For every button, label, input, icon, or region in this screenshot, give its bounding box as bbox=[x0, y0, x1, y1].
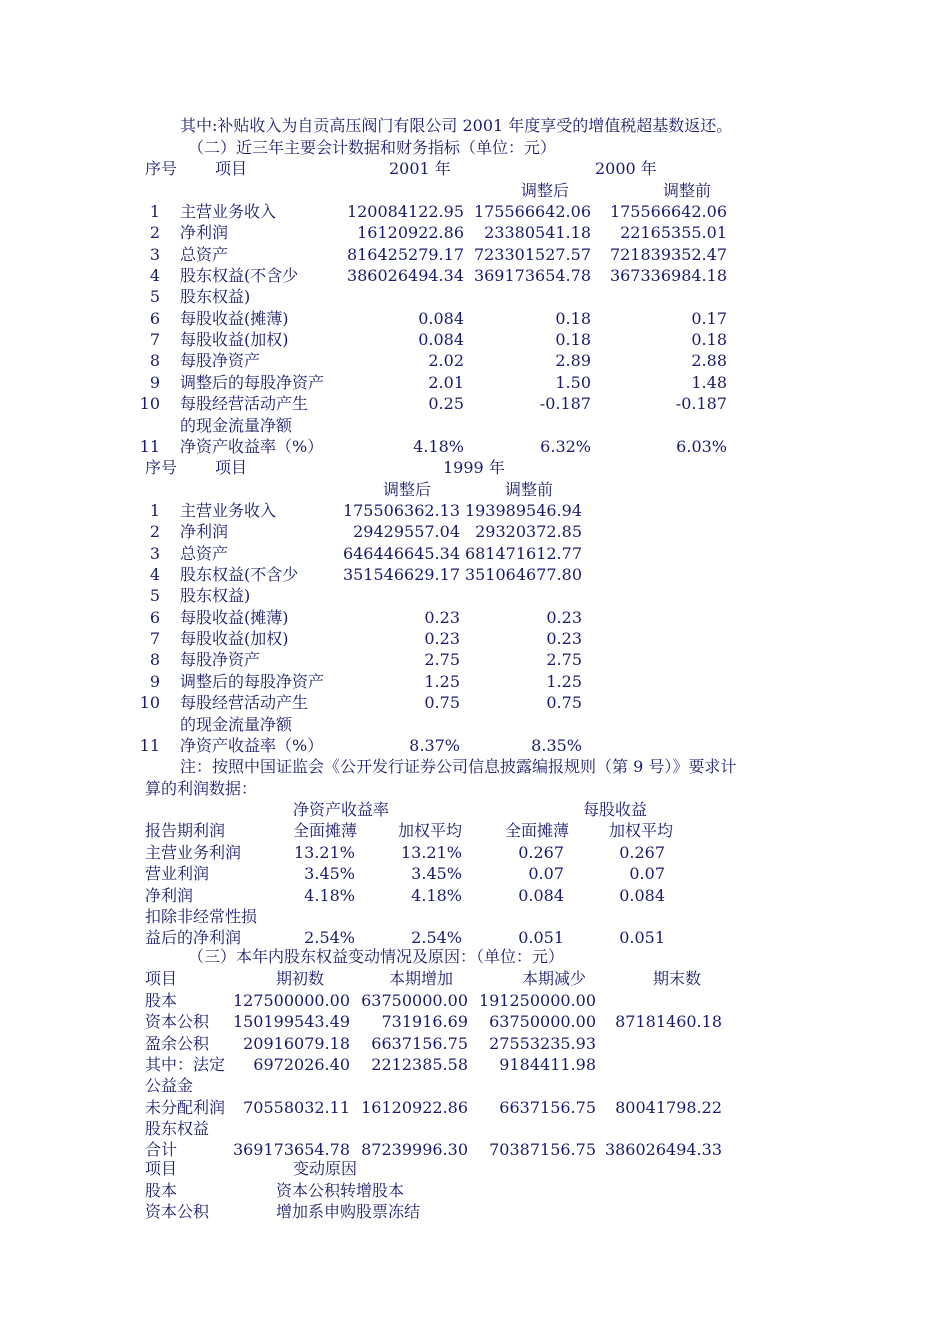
row-number: 5 bbox=[149, 287, 160, 307]
cell-value: 386026494.33 bbox=[604, 1140, 722, 1160]
col-header-roe: 净资产收益率 bbox=[293, 800, 390, 819]
cell-value: 0.23 bbox=[424, 607, 460, 627]
cell-value: 1.25 bbox=[546, 671, 582, 691]
cell-value: 29320372.85 bbox=[475, 522, 582, 542]
row-number: 11 bbox=[139, 436, 160, 456]
cell-value: 2.89 bbox=[555, 351, 591, 371]
row-item-label: 的现金流量净额 bbox=[180, 415, 293, 435]
cell-value: 2.75 bbox=[424, 650, 460, 670]
cell-value: 367336984.18 bbox=[609, 266, 727, 286]
section-heading: （三）本年内股东权益变动情况及原因：（单位：元） bbox=[188, 947, 565, 966]
cell-value: 87239996.30 bbox=[361, 1140, 468, 1160]
row-label: 未分配利润 bbox=[145, 1097, 226, 1117]
cell-value: 6.32% bbox=[540, 436, 591, 456]
cell-value: 16120922.86 bbox=[361, 1097, 468, 1117]
col-header-item: 项目 bbox=[145, 1159, 178, 1178]
cell-value: 120084122.95 bbox=[346, 202, 464, 221]
cell-value: 0.18 bbox=[555, 308, 591, 328]
cell-value: 191250000.00 bbox=[478, 991, 596, 1010]
row-number: 4 bbox=[149, 565, 160, 585]
cell-value: 63750000.00 bbox=[361, 991, 468, 1010]
cell-value: 0.084 bbox=[619, 885, 665, 905]
row-item-label: 总资产 bbox=[180, 543, 229, 563]
row-number: 9 bbox=[149, 372, 160, 392]
row-item-label: 每股净资产 bbox=[180, 351, 261, 371]
cell-value: 0.084 bbox=[418, 330, 464, 350]
cell-value: 2.02 bbox=[428, 351, 464, 371]
cell-value: 0.267 bbox=[518, 843, 564, 862]
col-header-weighted: 加权平均 bbox=[609, 821, 674, 840]
row-reason: 增加系申购股票冻结 bbox=[276, 1202, 421, 1222]
cell-value: 1.48 bbox=[691, 372, 727, 392]
cell-value: 0.23 bbox=[424, 629, 460, 649]
col-header-begin: 期初数 bbox=[276, 969, 325, 988]
row-number: 6 bbox=[149, 308, 160, 328]
cell-value: 63750000.00 bbox=[489, 1012, 596, 1032]
cell-value: 16120922.86 bbox=[357, 223, 464, 243]
col-header-full-dilution: 全面摊薄 bbox=[505, 821, 570, 840]
row-number: 1 bbox=[149, 501, 160, 520]
cell-value: 6.03% bbox=[676, 436, 727, 456]
col-header-decrease: 本期减少 bbox=[522, 969, 587, 988]
row-number: 8 bbox=[149, 650, 160, 670]
cell-value: 2.54% bbox=[304, 928, 355, 948]
cell-value: 2.54% bbox=[411, 928, 462, 948]
cell-value: 0.75 bbox=[546, 693, 582, 713]
cell-value: 150199543.49 bbox=[232, 1012, 350, 1032]
row-item-label: 每股经营活动产生 bbox=[180, 693, 309, 713]
cell-value: 6972026.40 bbox=[253, 1055, 350, 1075]
row-item-label: 净资产收益率（%） bbox=[180, 735, 324, 755]
row-label: 股本 bbox=[145, 1181, 178, 1200]
cell-value: 27553235.93 bbox=[489, 1033, 596, 1053]
cell-value: 29429557.04 bbox=[353, 522, 460, 542]
cell-value: 681471612.77 bbox=[464, 543, 582, 563]
row-item-label: 主营业务收入 bbox=[180, 202, 277, 221]
cell-value: 6637156.75 bbox=[371, 1033, 468, 1053]
col-header-end: 期末数 bbox=[653, 969, 702, 988]
row-number: 1 bbox=[149, 202, 160, 221]
cell-value: 0.75 bbox=[424, 693, 460, 713]
cell-value: 646446645.34 bbox=[342, 543, 460, 563]
cell-value: 1.25 bbox=[424, 671, 460, 691]
row-item-label: 每股收益(摊薄) bbox=[180, 607, 289, 627]
cell-value: 351064677.80 bbox=[464, 565, 582, 585]
row-item-label: 每股净资产 bbox=[180, 650, 261, 670]
row-number: 6 bbox=[149, 607, 160, 627]
cell-value: 351546629.17 bbox=[342, 565, 460, 585]
row-item-label: 总资产 bbox=[180, 244, 229, 264]
cell-value: 3.45% bbox=[304, 864, 355, 884]
row-label: 净利润 bbox=[145, 885, 194, 905]
row-label: 资本公积 bbox=[145, 1012, 210, 1032]
cell-value: 0.17 bbox=[691, 308, 727, 328]
col-header-weighted: 加权平均 bbox=[398, 821, 463, 840]
cell-value: 2212385.58 bbox=[371, 1055, 468, 1075]
cell-value: -0.187 bbox=[539, 394, 591, 414]
row-label: 益后的净利润 bbox=[145, 928, 242, 948]
row-label: 扣除非经常性损 bbox=[145, 907, 258, 927]
col-header-year: 2001 年 bbox=[389, 159, 451, 178]
row-number: 3 bbox=[149, 543, 160, 563]
section-heading: （二）近三年主要会计数据和财务指标（单位：元） bbox=[188, 138, 557, 157]
cell-value: 70387156.75 bbox=[489, 1140, 596, 1160]
note-line: 注：按照中国证监会《公开发行证券公司信息披露编报规则（第 9 号）》要求计 bbox=[180, 757, 737, 776]
row-item-label: 股东权益) bbox=[180, 586, 251, 606]
cell-value: 4.18% bbox=[304, 885, 355, 905]
col-header-adjusted-before: 调整前 bbox=[663, 181, 712, 200]
row-item-label: 股东权益(不含少 bbox=[180, 565, 299, 585]
cell-value: 0.051 bbox=[619, 928, 665, 948]
row-item-label: 每股经营活动产生 bbox=[180, 394, 309, 414]
cell-value: 127500000.00 bbox=[232, 991, 350, 1010]
cell-value: 369173654.78 bbox=[473, 266, 591, 286]
row-item-label: 净利润 bbox=[180, 522, 229, 542]
row-label: 股东权益 bbox=[145, 1119, 210, 1139]
row-label: 其中：法定 bbox=[145, 1055, 226, 1075]
cell-value: 0.084 bbox=[518, 885, 564, 905]
row-item-label: 的现金流量净额 bbox=[180, 714, 293, 734]
cell-value: 723301527.57 bbox=[473, 244, 591, 264]
cell-value: 20916079.18 bbox=[243, 1033, 350, 1053]
row-item-label: 净利润 bbox=[180, 223, 229, 243]
cell-value: 1.50 bbox=[555, 372, 591, 392]
cell-value: 87181460.18 bbox=[615, 1012, 722, 1032]
cell-value: 0.18 bbox=[555, 330, 591, 350]
row-number: 5 bbox=[149, 586, 160, 606]
row-label: 营业利润 bbox=[145, 864, 210, 884]
cell-value: 175566642.06 bbox=[609, 202, 727, 221]
row-item-label: 股东权益(不含少 bbox=[180, 266, 299, 286]
row-number: 10 bbox=[139, 693, 160, 713]
row-number: 7 bbox=[149, 629, 160, 649]
cell-value: 3.45% bbox=[411, 864, 462, 884]
col-header-year: 2000 年 bbox=[595, 159, 657, 178]
col-header-seq: 序号 bbox=[145, 159, 178, 178]
cell-value: 4.18% bbox=[413, 436, 464, 456]
cell-value: 6637156.75 bbox=[499, 1097, 596, 1117]
cell-value: 175506362.13 bbox=[342, 501, 460, 520]
cell-value: 386026494.34 bbox=[346, 266, 464, 286]
cell-value: 80041798.22 bbox=[615, 1097, 722, 1117]
col-header-increase: 本期增加 bbox=[389, 969, 454, 988]
row-number: 11 bbox=[139, 735, 160, 755]
row-label: 合计 bbox=[145, 1140, 178, 1160]
cell-value: 0.07 bbox=[528, 864, 564, 884]
cell-value: 2.75 bbox=[546, 650, 582, 670]
cell-value: 2.01 bbox=[428, 372, 464, 392]
row-item-label: 股东权益) bbox=[180, 287, 251, 307]
row-number: 10 bbox=[139, 394, 160, 414]
cell-value: 13.21% bbox=[293, 843, 355, 862]
row-item-label: 主营业务收入 bbox=[180, 501, 277, 520]
row-number: 8 bbox=[149, 351, 160, 371]
cell-value: 9184411.98 bbox=[499, 1055, 596, 1075]
cell-value: 0.084 bbox=[418, 308, 464, 328]
col-header-eps: 每股收益 bbox=[583, 800, 648, 819]
cell-value: 8.37% bbox=[409, 735, 460, 755]
intro-line: 其中:补贴收入为自贡高压阀门有限公司 2001 年度享受的增值税超基数返还。 bbox=[180, 116, 733, 135]
row-number: 2 bbox=[149, 223, 160, 243]
cell-value: 731916.69 bbox=[381, 1012, 468, 1032]
row-number: 9 bbox=[149, 671, 160, 691]
row-label: 公益金 bbox=[145, 1076, 194, 1096]
cell-value: 13.21% bbox=[400, 843, 462, 862]
col-header-item: 项目 bbox=[145, 969, 178, 988]
row-label: 主营业务利润 bbox=[145, 843, 242, 862]
col-header-full-dilution: 全面摊薄 bbox=[293, 821, 358, 840]
col-header-adjusted-before: 调整前 bbox=[505, 480, 554, 499]
row-number: 4 bbox=[149, 266, 160, 286]
col-header-period: 报告期利润 bbox=[145, 821, 226, 840]
col-header-adjusted-after: 调整后 bbox=[383, 480, 432, 499]
cell-value: 721839352.47 bbox=[609, 244, 727, 264]
row-label: 资本公积 bbox=[145, 1202, 210, 1222]
cell-value: 2.88 bbox=[691, 351, 727, 371]
row-item-label: 每股收益(加权) bbox=[180, 330, 289, 350]
col-header-seq: 序号 bbox=[145, 458, 178, 477]
cell-value: 0.18 bbox=[691, 330, 727, 350]
row-number: 7 bbox=[149, 330, 160, 350]
row-label: 股本 bbox=[145, 991, 178, 1010]
col-header-year: 1999 年 bbox=[443, 458, 505, 477]
cell-value: 70558032.11 bbox=[243, 1097, 350, 1117]
note-line: 算的利润数据： bbox=[145, 779, 258, 798]
col-header-item: 项目 bbox=[215, 159, 248, 178]
col-header-adjusted-after: 调整后 bbox=[521, 181, 570, 200]
cell-value: 0.267 bbox=[619, 843, 665, 862]
cell-value: 0.25 bbox=[428, 394, 464, 414]
cell-value: 369173654.78 bbox=[232, 1140, 350, 1160]
cell-value: 193989546.94 bbox=[464, 501, 582, 520]
row-number: 2 bbox=[149, 522, 160, 542]
row-item-label: 每股收益(加权) bbox=[180, 629, 289, 649]
row-item-label: 调整后的每股净资产 bbox=[180, 372, 325, 392]
row-item-label: 每股收益(摊薄) bbox=[180, 308, 289, 328]
row-number: 3 bbox=[149, 244, 160, 264]
row-label: 盈余公积 bbox=[145, 1033, 210, 1053]
cell-value: 23380541.18 bbox=[484, 223, 591, 243]
cell-value: 0.07 bbox=[629, 864, 665, 884]
cell-value: 4.18% bbox=[411, 885, 462, 905]
row-item-label: 调整后的每股净资产 bbox=[180, 671, 325, 691]
cell-value: -0.187 bbox=[675, 394, 727, 414]
cell-value: 0.23 bbox=[546, 629, 582, 649]
cell-value: 175566642.06 bbox=[473, 202, 591, 221]
cell-value: 8.35% bbox=[531, 735, 582, 755]
cell-value: 0.051 bbox=[518, 928, 564, 948]
row-reason: 资本公积转增股本 bbox=[276, 1181, 405, 1200]
cell-value: 22165355.01 bbox=[620, 223, 727, 243]
col-header-reason: 变动原因 bbox=[293, 1159, 358, 1178]
cell-value: 816425279.17 bbox=[346, 244, 464, 264]
col-header-item: 项目 bbox=[215, 458, 248, 477]
cell-value: 0.23 bbox=[546, 607, 582, 627]
row-item-label: 净资产收益率（%） bbox=[180, 436, 324, 456]
